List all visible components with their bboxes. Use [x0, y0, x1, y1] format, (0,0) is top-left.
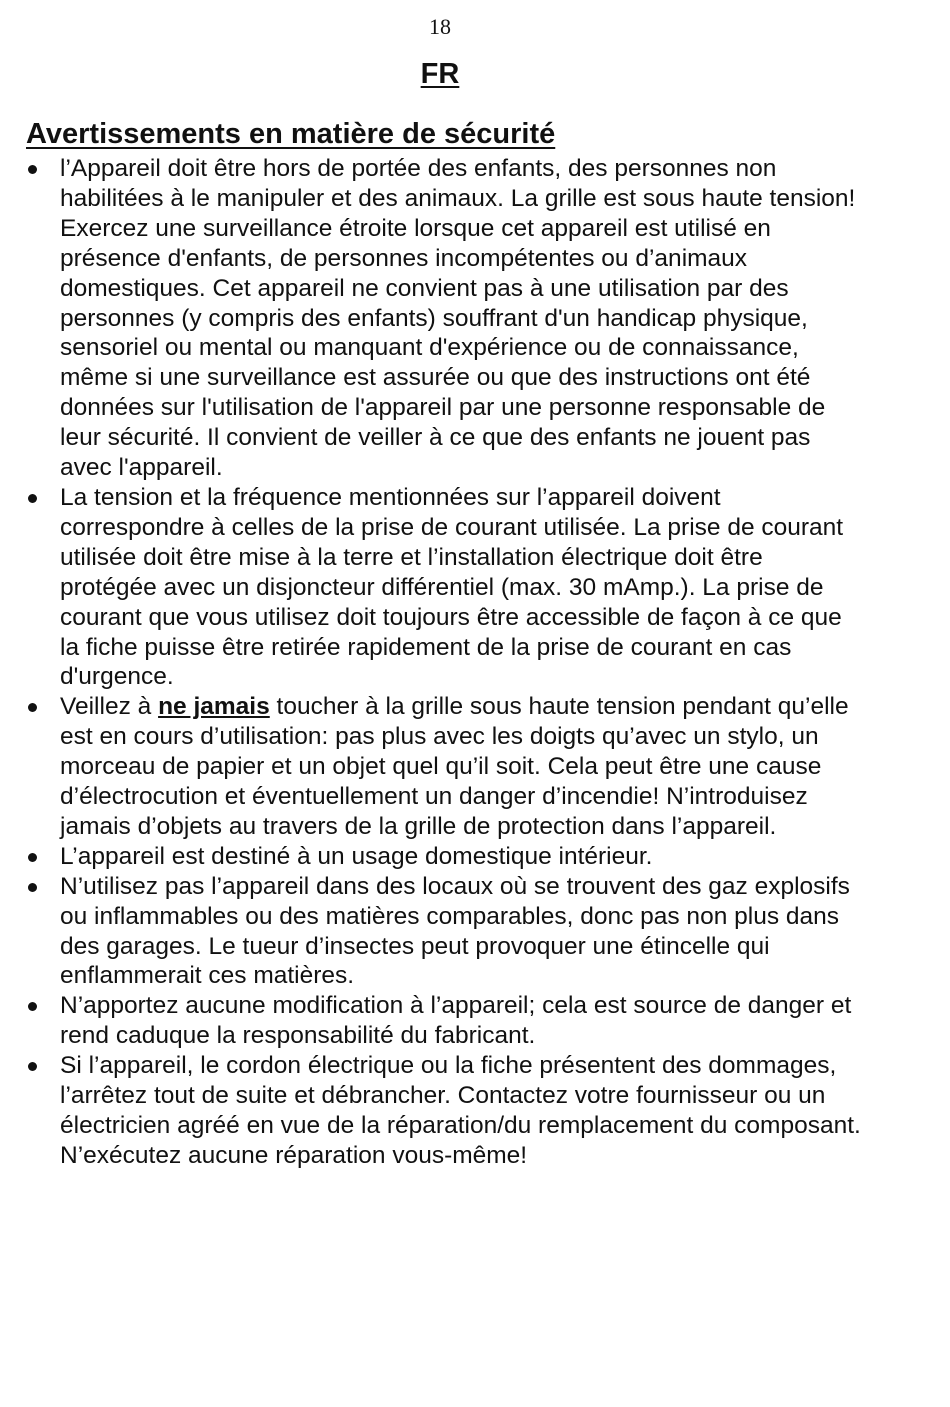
list-item-text: N’utilisez pas l’appareil dans des locaux où se trouvent des gaz explosifs ou inflammables ou des matières comparables, donc pas non plus dans des garages. Le tueur d’insectes peut provoquer une étincelle qui enflammerait ces matières.	[60, 872, 850, 990]
list-item	[26, 991, 866, 1051]
list-item	[26, 1051, 866, 1171]
list-item	[26, 872, 866, 992]
list-item	[26, 842, 866, 872]
bullet-icon	[28, 494, 37, 503]
list-item	[26, 483, 866, 692]
list-item	[26, 692, 866, 842]
bullet-icon	[28, 853, 37, 862]
safety-warnings-list	[26, 154, 866, 1171]
list-item	[26, 154, 866, 483]
list-item-text-before: Veillez à	[60, 693, 159, 721]
bullet-icon	[28, 703, 37, 712]
page-number: 18	[429, 14, 451, 39]
list-item-text: L’appareil est destiné à un usage domestique intérieur.	[60, 842, 653, 870]
list-item-text: N’apportez aucune modification à l’appareil; cela est source de danger et rend caduque la responsabilité du fabricant.	[60, 992, 852, 1050]
list-item-text: La tension et la fréquence mentionnées sur l’appareil doivent correspondre à celles de la prise de courant utilisée. La prise de courant utilisée doit être mise à la terre et l’installation électrique doit être protégée avec un disjoncteur différentiel (max. 30 mAmp.). La prise de courant que vous utilisez doit toujours être accessible de façon à ce que la fiche puisse être retirée rapidement de la prise de courant en cas d'urgence.	[60, 483, 844, 691]
list-item-text-after: toucher à la grille sous haute tension pendant qu’elle est en cours d’utilisation: pas plus avec les doigts qu’avec un stylo, un morceau de papier et un objet quel qu’il soit. Cela peut être une cause d’électrocution et éventuellement un danger d’incendie! N’introduisez jamais d’objets au travers de la grille de protection dans l’appareil.	[60, 693, 849, 840]
emphasis-text: ne jamais	[158, 693, 270, 721]
list-item-text: Si l’appareil, le cordon électrique ou la fiche présentent des dommages, l’arrêtez tout de suite et débrancher. Contactez votre fournisseur ou un électricien agréé en vue de la réparation/du remplacement du composant. N’exécutez aucune réparation vous-même!	[60, 1052, 861, 1169]
language-code: FR	[420, 58, 460, 90]
list-item-text: l’Appareil doit être hors de portée des enfants, des personnes non habilitées à le manipuler et des animaux. La grille est sous haute tension! Exercez une surveillance étroite lorsque cet appareil est utilisé en présence d'enfants, de personnes incompétentes ou d’animaux domestiques. Cet appareil ne convient pas à une utilisation par des personnes (y compris des enfants) souffrant d'un handicap physique, sensoriel ou mental ou manquant d'expérience ou de connaissance, même si une surveillance est assurée ou que des instructions ont été données sur l'utilisation de l'appareil par une personne responsable de leur sécurité. Il convient de veiller à ce que des enfants ne jouent pas avec l'appareil.	[60, 155, 856, 482]
bullet-icon	[28, 165, 37, 174]
bullet-icon	[28, 1002, 37, 1011]
bullet-icon	[28, 883, 37, 892]
bullet-icon	[28, 1062, 37, 1071]
section-heading: Avertissements en matière de sécurité	[26, 118, 556, 150]
